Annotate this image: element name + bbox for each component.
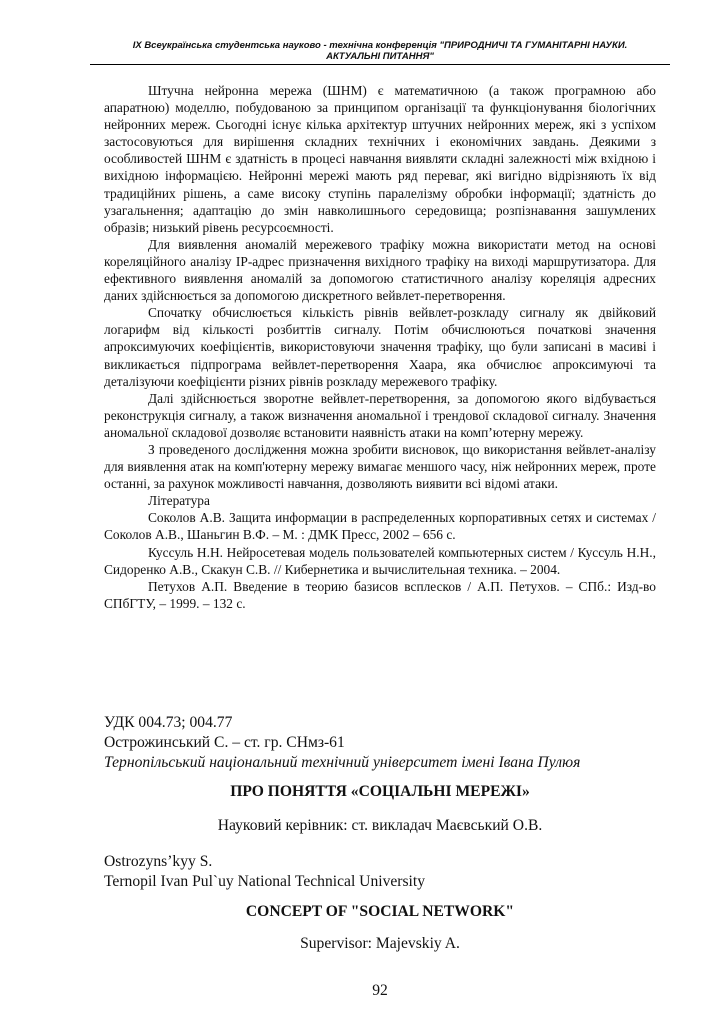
reference-item: Петухов А.П. Введение в теорию базисов всплесков / А.П. Петухов. – СПб.: Изд-во СПбГТУ, – 1999. – 132 с.	[104, 578, 656, 611]
article-title-uk: ПРО ПОНЯТТЯ «СОЦІАЛЬНІ МЕРЕЖІ»	[230, 783, 530, 800]
author-uk: Острожинський С. – ст. гр. СНмз-61	[104, 734, 345, 751]
supervisor-uk: Науковий керівник: ст. викладач Маєвський О.В.	[217, 817, 543, 834]
article-title-en: CONCEPT OF "SOCIAL NETWORK"	[245, 903, 515, 920]
paragraph: З проведеного дослідження можна зробити висновок, що використання вейвлет-аналізу для виявлення атак на комп'ютерну мережу вимагає меншого часу, ніж нейронних мереж, проте останні, за рахунок можливості навчання, дозволяють виявити всі відомі атаки.	[104, 441, 656, 492]
supervisor-en: Supervisor: Majevskiy A.	[300, 935, 460, 952]
reference-item: Соколов А.В. Защита информации в распределенных корпоративных сетях и системах / Соколов А.В., Шаньгин В.Ф. – М. : ДМК Пресс, 2002 – 656 с.	[104, 510, 656, 543]
university-en: Ternopil Ivan Pul`uy National Technical University	[104, 873, 426, 890]
paragraph: Для виявлення аномалій мережевого трафіку можна використати метод на основі кореляційного аналізу IP-адрес призначення вихідного трафіку на виході маршрутизатора. Для ефективного виявлення аномалій за допомогою статистичного аналізу кореляція адресних даних здійснюється за допомогою дискретного вейвлет-перетворення.	[104, 236, 656, 304]
university-uk: Тернопільський національний технічний університет імені Івана Пулюя	[104, 754, 581, 771]
literature-heading: Література	[148, 493, 210, 509]
paragraph: Далі здійснюється зворотне вейвлет-перетворення, за допомогою якого відбувається реконструкція сигналу, а також визначення аномальної і трендової складової сигналу. Значення аномальної складової дозволяє встановити наявність атаки на комп’ютерну мережу.	[104, 390, 656, 440]
header-line-1: IX Всеукраїнська студентська науково - технічна конференція "ПРИРОДНИЧІ ТА ГУМАНІТАРНІ НАУКИ.	[132, 40, 628, 51]
paragraph: Спочатку обчислюється кількість рівнів вейвлет-розкладу сигналу як двійковий логарифм від кількості розбиттів сигналу. Потім обчислюються початкові значення апроксимуючих коефіцієнтів, використовуючи значення трафіку, що були записані в масиві і викликається підпрограма вейвлет-перетворення Хаара, яка обчислює апроксимуючі та деталізуючи коефіцієнти різних рівнів розкладу мережевого трафіку.	[104, 305, 656, 389]
author-block-en	[104, 852, 664, 892]
page-number: 92	[372, 982, 388, 999]
author-en: Ostrozyns’kyy S.	[104, 853, 213, 870]
reference-item: Куссуль Н.Н. Нейросетевая модель пользователей компьютерных систем / Куссуль Н.Н., Сидоренко А.В., Скакун С.В. // Кибернетика и вычислительная техника. – 2004.	[104, 544, 656, 577]
next-article-meta	[104, 713, 664, 773]
article-body	[104, 82, 656, 612]
running-header	[90, 40, 670, 65]
paragraph: Штучна нейронна мережа (ШНМ) є математичною (а також програмною або апаратною) моделлю, побудованою за принципом організації та функціонування біологічних нейронних мереж. Сьогодні існує кілька архітектур штучних нейронних мереж, які з успіхом застосовуються для вирішення складних технічних і економічних завдань. Деякими з особливостей ШНМ є здатність в процесі навчання виявляти складні залежності між вхідною і вихідною інформацією. Нейронні мережі мають ряд переваг, які вигідно відрізняють їх від традиційних рішень, а саме високу ступінь паралелізму обробки інформації; здатність до узагальнення; адаптацію до змін навколишнього середовища; розпізнавання зашумлених образів; низький рівень ресурсоємності.	[104, 83, 656, 235]
udc-code: УДК 004.73; 004.77	[104, 714, 233, 731]
header-line-2: АКТУАЛЬНІ ПИТАННЯ"	[326, 51, 434, 62]
